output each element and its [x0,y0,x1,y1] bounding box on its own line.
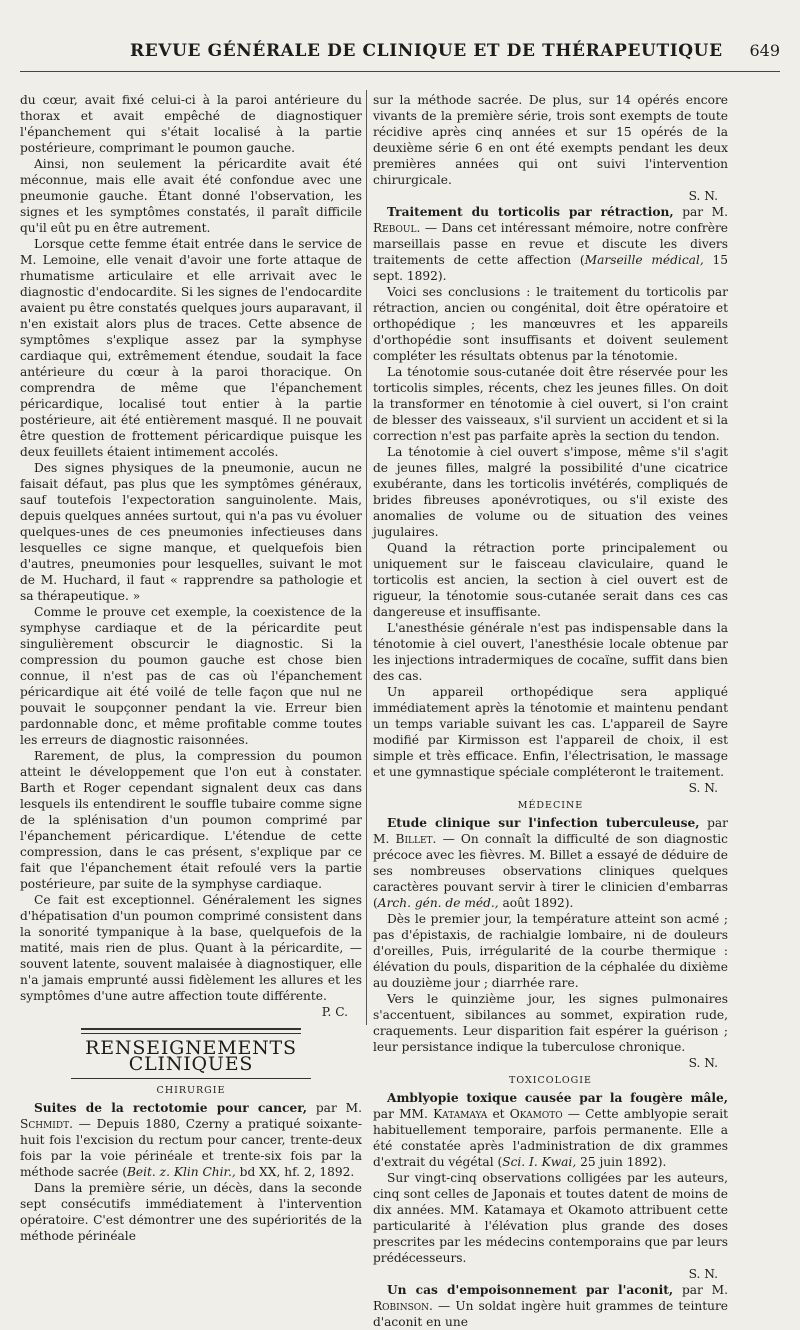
article-reference: Marseille médical, [584,253,704,267]
article-reference: Beit. z. Klin Chir., [126,1165,236,1179]
signature: S. N. [688,781,718,795]
paragraph: Des signes physiques de la pneumonie, aucun ne faisait défaut, pas plus que les symptômes généraux, sauf toutefois l'expectoration sanguinolente. Mais, depuis quelques années surtout, qui n'a pas vu évoluer quelques-unes de ces pneumonies infectieuses dans lesquelles ce signe manque, et quelquefois bien d'autres, pneumonies pour lesquelles, suivant le mot de M. Huchard, il faut « rapprendre sa pathologie et sa thérapeutique. » [20,461,362,603]
article-torticolis [373,204,728,284]
paragraph: Dans la première série, un décès, dans la seconde sept consécutifs immédiatement à l'intervention opératoire. C'est démontrer une des supériorités de la méthode périnéale [20,1181,362,1243]
paragraph: sur la méthode sacrée. De plus, sur 14 opérés encore vivants de la première série, trois sont exempts de toute récidive après cinq années et sur 15 opérés de la deuxième série 6 en ont été exempts pendant les deux premières années qui ont suivi l'intervention chirurgicale. [373,93,728,187]
article-text: — Dans cet intéressant mémoire, notre confrère marseillais passe en revue et discute les divers traitements de cette affection ( [373,221,728,267]
article-text: — On connaît la difficulté de son diagnostic précoce avec les fièvres. M. Billet a essayé de déduire de ses nombreuses observations cliniques quelques caractères pouvant servir à tirer le clinicien d'embarras ( [373,832,728,910]
article-title: Un cas d'empoisonnement par l'aconit, [387,1283,674,1297]
byline: et [487,1107,510,1121]
signature: S. N. [688,1056,718,1070]
paragraph: Dès le premier jour, la température atteint son acmé ; pas d'épistaxis, de rachialgie lombaire, ni de douleurs d'oreilles, Puis, irrégularité de la courbe thermique : élévation du pouls, disparition de la céphalée du dixième au douzième jour ; diarrhée rare. [373,912,728,990]
article-author: Okamoto [509,1107,563,1121]
decorative-rule [71,1078,311,1079]
paragraph: Rarement, de plus, la compression du poumon atteint le développement que l'on eut à constater. Barth et Roger cependant signalent deux cas dans lesquels ils entendirent le souffle tubaire comme signe de la splénisation d'un poumon comprimé par l'épanchement péricardique. L'étendue de cette compression, dans le cas présent, s'explique par ce fait que l'épanchement était refoulé vers la partie postérieure, par suite de la symphyse cardiaque. [20,749,362,891]
byline: par M. [307,1101,362,1115]
article-text: — Un soldat ingère huit grammes de teinture d'aconit en une [373,1299,728,1329]
article-title: Etude clinique sur l'infection tuberculeuse, [387,816,700,830]
article-text: bd XX, hf. 2, 1892. [235,1165,355,1179]
article-text: août 1892). [498,896,574,910]
section-label-toxicologie: TOXICOLOGIE [509,1075,592,1086]
article-amblyopie [373,1090,728,1170]
paragraph: La ténotomie à ciel ouvert s'impose, même s'il s'agit de jeunes filles, malgré la possibilité d'une cicatrice exubérante, dans les torticolis invétérés, compliqués de brides fibreuses aponévrotiques, ou s'il existe des anomalies de volume ou de situation des veines jugulaires. [373,445,728,539]
article-tuberculose [373,815,728,911]
byline: par MM. [373,1107,434,1121]
column-divider [366,90,367,1025]
paragraph: Comme le prouve cet exemple, la coexistence de la symphyse cardiaque et de la péricardite peut singulièrement obscurcir le diagnostic. Si la compression du poumon gauche est chose bien connue, il n'est pas de cas où l'épanchement péricardique ait été voilé de telle façon que nul ne pouvait le soupçonner pendant la vie. Erreur bien pardonnable donc, et même profitable comme toutes les erreurs de diagnostic raisonnées. [20,605,362,747]
paragraph: Un appareil orthopédique sera appliqué immédiatement après la ténotomie et maintenu pendant un temps variable suivant les cas. L'appareil de Sayre modifié par Kirmisson est l'appareil de choix, il est simple et très efficace. Enfin, l'électrisation, le massage et une gymnastique spéciale compléteront le traitement. [373,685,728,779]
byline: par M. [373,816,728,846]
byline: par M. [673,1283,728,1297]
article-author: Schmidt. [20,1117,73,1131]
paragraph: Voici ses conclusions : le traitement du torticolis par rétraction, ancien ou congénital, doit être opératoire et orthopédique ; les manœuvres et les appareils d'orthopédie sont insuffisants et doivent seulement compléter les résultats obtenus par la ténotomie. [373,285,728,363]
article-author: Katamaya [433,1107,488,1121]
article-text: 25 juin 1892). [576,1155,667,1169]
signature: P. C. [321,1005,348,1019]
paragraph: Quand la rétraction porte principalement ou uniquement sur le faisceau claviculaire, quand le torticolis est ancien, la section à ciel ouvert est de rigueur, la ténotomie sous-cutanée serait dans ces cas dangereuse et insuffisante. [373,541,728,619]
decorative-rule [81,1028,301,1034]
right-column [373,92,728,1330]
paragraph: Lorsque cette femme était entrée dans le service de M. Lemoine, elle venait d'avoir une forte attaque de rhumatisme articulaire et elle arrivait avec le diagnostic d'endocardite. Si les signes de l'endocardite avaient pu être constatés quelques jours auparavant, il n'en existait alors plus de traces. Cette absence de symptômes s'explique assez par la symphyse cardiaque qui, extrêmement étendue, soudait la face antérieure du cœur à la paroi thoracique. On comprendra de même que l'épanchement péricardique, localisé tout entier à la partie postérieure, ait été entièrement masqué. Il ne pouvait être question de frottement péricardique puisque les deux feuillets étaient intimement accolés. [20,237,362,459]
running-head [20,41,780,63]
header-rule [20,71,780,72]
article-reference: Sci. I. Kwai, [502,1155,577,1169]
section-heading: RENSEIGNEMENTS CLINIQUES [85,1037,297,1075]
article-title: Suites de la rectotomie pour cancer, [34,1101,307,1115]
signature: S. N. [688,189,718,203]
article-aconit [373,1282,728,1330]
paragraph: du cœur, avait fixé celui-ci à la paroi antérieure du thorax et avait empêché de diagnostiquer l'épanchement qui s'était localisé à la partie postérieure, comprimant le poumon gauche. [20,93,362,155]
article-rectotomie [20,1100,362,1180]
article-text: 15 sept. 1892). [373,253,728,283]
section-label-medecine: MÉDECINE [517,800,584,811]
article-author: Robinson. [373,1299,433,1313]
paragraph: La ténotomie sous-cutanée doit être réservée pour les torticolis simples, récents, chez les jeunes filles. On doit la transformer en ténotomie à ciel ouvert, si l'on craint de blesser des vaisseaux, s'il survient un accident et si la correction n'est pas parfaite après la section du tendon. [373,365,728,443]
left-column [20,92,362,1244]
section-label-chirurgie: CHIRURGIE [156,1085,226,1096]
paragraph: L'anesthésie générale n'est pas indispensable dans la ténotomie à ciel ouvert, l'anesthésie locale obtenue par les injections intradermiques de cocaïne, suffit dans bien des cas. [373,621,728,683]
article-title: Traitement du torticolis par rétraction, [387,205,674,219]
running-title: REVUE GÉNÉRALE DE CLINIQUE ET DE THÉRAPEUTIQUE [130,41,723,61]
paragraph: Ce fait est exceptionnel. Généralement les signes d'hépatisation d'un poumon comprimé consistent dans la sonorité tympanique à la base, quelquefois de la matité, mais rien de plus. Quant à la péricardite, — souvent latente, souvent malaisée à diagnostiquer, elle n'a jamais emprunté aussi fidèlement les allures et les symptômes d'une autre affection toute différente. [20,893,362,1003]
article-text: — Depuis 1880, Czerny a pratiqué soixante-huit fois l'excision du rectum pour cancer, trente-deux fois par la voie périnéale et trente-six fois par la méthode sacrée ( [20,1117,362,1179]
paragraph: Sur vingt-cinq observations colligées par les auteurs, cinq sont celles de Japonais et toutes datent de moins de dix années. MM. Katamaya et Okamoto attribuent cette particularité à l'élévation plus grande des doses prescrites par les médecins contemporains que par leurs prédécesseurs. [373,1171,728,1265]
article-reference: Arch. gén. de méd., [377,896,499,910]
article-title: Amblyopie toxique causée par la fougère mâle, [387,1091,728,1105]
article-text: — Cette amblyopie serait habituellement temporaire, parfois permanente. Elle a été constatée après l'administration de dix grammes d'extrait du végétal ( [373,1107,728,1169]
paragraph: Ainsi, non seulement la péricardite avait été méconnue, mais elle avait été confondue avec une pneumonie gauche. Étant donné l'observation, les signes et les symptômes constatés, il paraît difficile qu'il eût pu en être autrement. [20,157,362,235]
signature: S. N. [688,1267,718,1281]
paragraph: Vers le quinzième jour, les signes pulmonaires s'accentuent, sibilances au sommet, expiration rude, craquements. Leur disparition fait espérer la guérison ; leur persistance indique la tuberculose chronique. [373,992,728,1054]
article-author: Billet. [395,832,437,846]
page-number: 649 [749,41,780,60]
article-author: Reboul. [373,221,421,235]
byline: par M. [673,205,729,219]
